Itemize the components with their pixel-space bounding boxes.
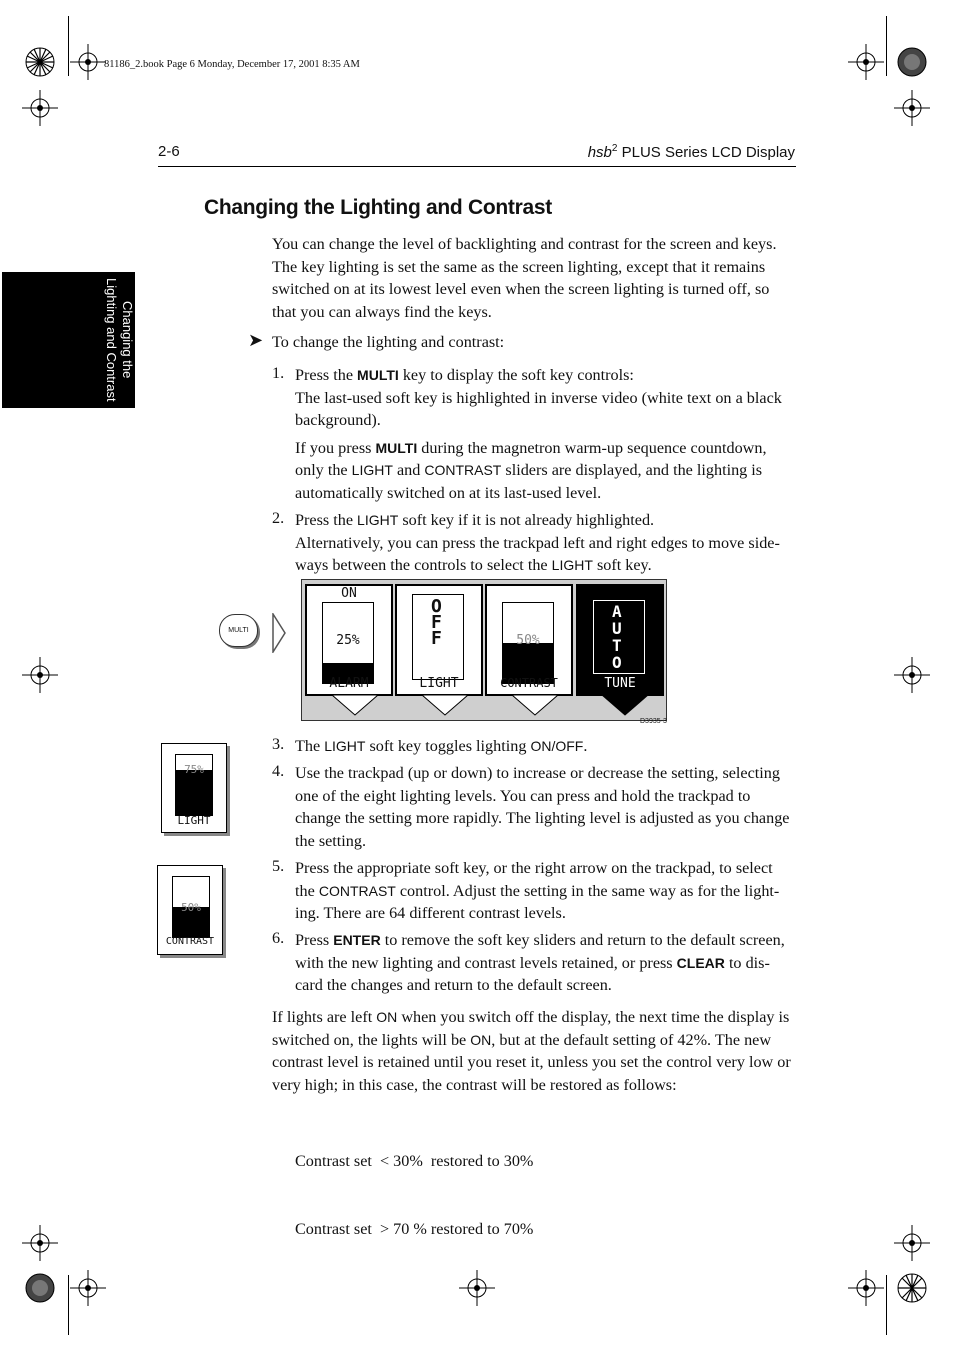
arrow-right-icon (272, 613, 286, 653)
product-prefix: hsb (587, 144, 612, 161)
section-title: Changing the Lighting and Contrast (204, 196, 552, 219)
step-3-post: . (583, 737, 588, 755)
step-4 (295, 762, 796, 852)
clear-key-label: CLEAR (676, 954, 725, 971)
alarm-value: 25% (336, 633, 360, 648)
light-softkey (395, 584, 483, 696)
step-6-text (295, 929, 796, 997)
light-keyword: LIGHT (351, 462, 393, 478)
light-keyword: LIGHT (357, 512, 399, 528)
light-label: LIGHT (419, 676, 459, 691)
print-info-line: 81186_2.book Page 6 Monday, December 17, 2001 8:35 AM (104, 59, 360, 70)
step-1-note-mid1: during the magnetron warm-up sequence countdown, only the (295, 438, 767, 479)
on-off-keyword: ON/OFF (530, 738, 584, 754)
light-off-vertical: OFF (431, 596, 442, 649)
restore-rule-high: Contrast set > 70 % restored to 70% (295, 1219, 534, 1238)
light-keyword: LIGHT (551, 557, 593, 573)
step-1-note (295, 437, 796, 505)
contrast-keyword: CONTRAST (424, 462, 502, 478)
step-1-pre: Press the (295, 366, 358, 384)
step-5-text (295, 857, 796, 925)
crosshair-mark-right-middle (884, 647, 940, 703)
step-1-text (295, 364, 796, 387)
light-side-softkey (161, 743, 227, 833)
step-2-alt (295, 532, 796, 577)
closing-mid: when you switch off the display, the next time the display is switched on, the lights will be (272, 1008, 790, 1049)
restore-rules (295, 1105, 695, 1263)
multi-key-label: MULTI (357, 367, 399, 383)
step-3-pre: The (295, 737, 325, 755)
running-header-title (588, 143, 795, 161)
diagram-code: D3935-3 (640, 718, 667, 725)
step-2-post: soft key if it is not already highlighted. (398, 511, 655, 529)
procedure-arrow-icon: ➤ (248, 330, 264, 350)
tune-slider (593, 600, 645, 674)
crop-line-bottom-left-v (68, 1275, 69, 1335)
step-6-number: 6. (272, 929, 285, 947)
tune-softkey (576, 584, 664, 696)
step-6-mid: to remove the soft key sliders and return to the default screen, with the new lighting and contrast levels retained, or press (295, 931, 785, 972)
procedure-intro: To change the lighting and contrast: (272, 333, 505, 351)
step-5 (295, 857, 796, 925)
step-4-number: 4. (272, 762, 285, 780)
light-side-slider-fill (176, 770, 212, 815)
step-6-post: to dis-card the changes and return to the default screen. (295, 953, 770, 994)
tune-label: TUNE (604, 676, 636, 691)
closing-text (272, 1006, 796, 1096)
step-3-text (295, 735, 796, 758)
step-2-number: 2. (272, 509, 285, 527)
intro-text: You can change the level of backlighting and contrast for the screen and keys. The key lighting is set the same as the screen lighting, except that it remains switched on at its lowest level even when the screen lighting is turned off, so that you can always find the keys. (272, 235, 777, 321)
crop-line-bottom-right-v (886, 1275, 887, 1335)
step-5-number: 5. (272, 857, 285, 875)
light-side-value: 75% (184, 763, 204, 776)
alarm-softkey (305, 584, 393, 696)
enter-key-label: ENTER (333, 932, 381, 948)
multi-button-icon: MULTI (219, 614, 258, 647)
step-5-pre: Press the appropriate soft key, or the right arrow on the trackpad, to select the (295, 859, 773, 900)
light-keyword: LIGHT (324, 738, 366, 754)
contrast-keyword: CONTRAST (318, 882, 396, 899)
step-1-number: 1. (272, 364, 285, 382)
page-number: 2-6 (158, 143, 180, 160)
step-1-post: key to display the soft key controls: (398, 366, 634, 384)
multi-key-label: MULTI (375, 439, 418, 456)
light-side-label: LIGHT (177, 814, 211, 827)
contrast-side-value: 50% (181, 901, 201, 914)
crop-line-top-right-v (886, 16, 887, 76)
header-rule (158, 166, 796, 167)
contrast-softkey (485, 584, 573, 696)
closing-paragraph (272, 1006, 796, 1096)
step-2-pre: Press the (295, 511, 358, 529)
step-4-text: Use the trackpad (up or down) to increase or decrease the setting, selecting one of the eight lighting levels. You can press and hold the trackpad to change the setting more rapidly. The lighting level is adjusted as you change the setting. (295, 764, 790, 850)
chapter-side-tab (2, 272, 135, 408)
light-side-slider (175, 754, 213, 816)
contrast-side-softkey (157, 865, 223, 955)
step-1-note-pre: If you press (295, 438, 376, 457)
step-3 (295, 735, 796, 758)
side-tab-line-2: Lighting and Contrast (104, 278, 119, 402)
softkey-panel (301, 579, 667, 721)
product-suffix: PLUS Series LCD Display (617, 144, 795, 161)
crop-line-top-left-v (68, 16, 69, 76)
light-slider (412, 594, 464, 680)
step-6 (295, 929, 796, 997)
step-6-pre: Press (295, 931, 334, 949)
on-keyword: ON (376, 1009, 398, 1025)
step-5-post: control. Adjust the setting in the same way as for the light-ing. There are 64 different contrast levels. (295, 881, 780, 922)
contrast-side-label: CONTRAST (165, 936, 215, 947)
contrast-label: CONTRAST (500, 676, 558, 690)
step-1 (295, 364, 796, 504)
intro-paragraph (272, 233, 796, 323)
step-2-alt-pre: Alternatively, you can press the trackpad left and right edges to move side-ways between the controls to select the (295, 533, 780, 574)
step-2-alt-post: soft key. (592, 556, 652, 574)
alarm-label: ALARM (329, 676, 369, 691)
softkey-pointers (302, 695, 666, 719)
step-1-note-post: sliders are displayed, and the lighting is automatically switched on at its last-used level. (295, 461, 763, 502)
closing-post: , but at the default setting of 42%. The new contrast level is retained until you reset it, unless you set the control very low or very high; in this case, the contrast will be restored as follows: (272, 1030, 791, 1094)
step-3-number: 3. (272, 735, 285, 753)
tune-auto-vertical: AUTO (612, 602, 622, 672)
step-1-note-mid2: and (392, 461, 425, 479)
contrast-side-slider (172, 876, 210, 938)
on-keyword: ON (470, 1031, 492, 1048)
product-superscript: 2 (611, 143, 618, 154)
step-2 (295, 509, 796, 577)
crosshair-mark-right-upper (884, 80, 940, 136)
closing-pre: If lights are left (272, 1008, 377, 1026)
contrast-value: 50% (516, 633, 540, 648)
side-tab-line-1: Changing the (120, 301, 135, 379)
alarm-slider (322, 602, 374, 684)
crosshair-mark-left-upper (12, 80, 68, 136)
crosshair-mark-left-middle (12, 647, 68, 703)
crosshair-mark-bottom-center (449, 1260, 505, 1316)
step-1-detail: The last-used soft key is highlighted in inverse video (white text on a black background). (295, 388, 782, 429)
contrast-slider (502, 602, 554, 684)
restore-rule-low: Contrast set < 30% restored to 30% (295, 1152, 534, 1170)
alarm-on-label: ON (341, 586, 357, 601)
step-2-text (295, 509, 796, 532)
step-3-mid: soft key toggles lighting (365, 737, 531, 755)
